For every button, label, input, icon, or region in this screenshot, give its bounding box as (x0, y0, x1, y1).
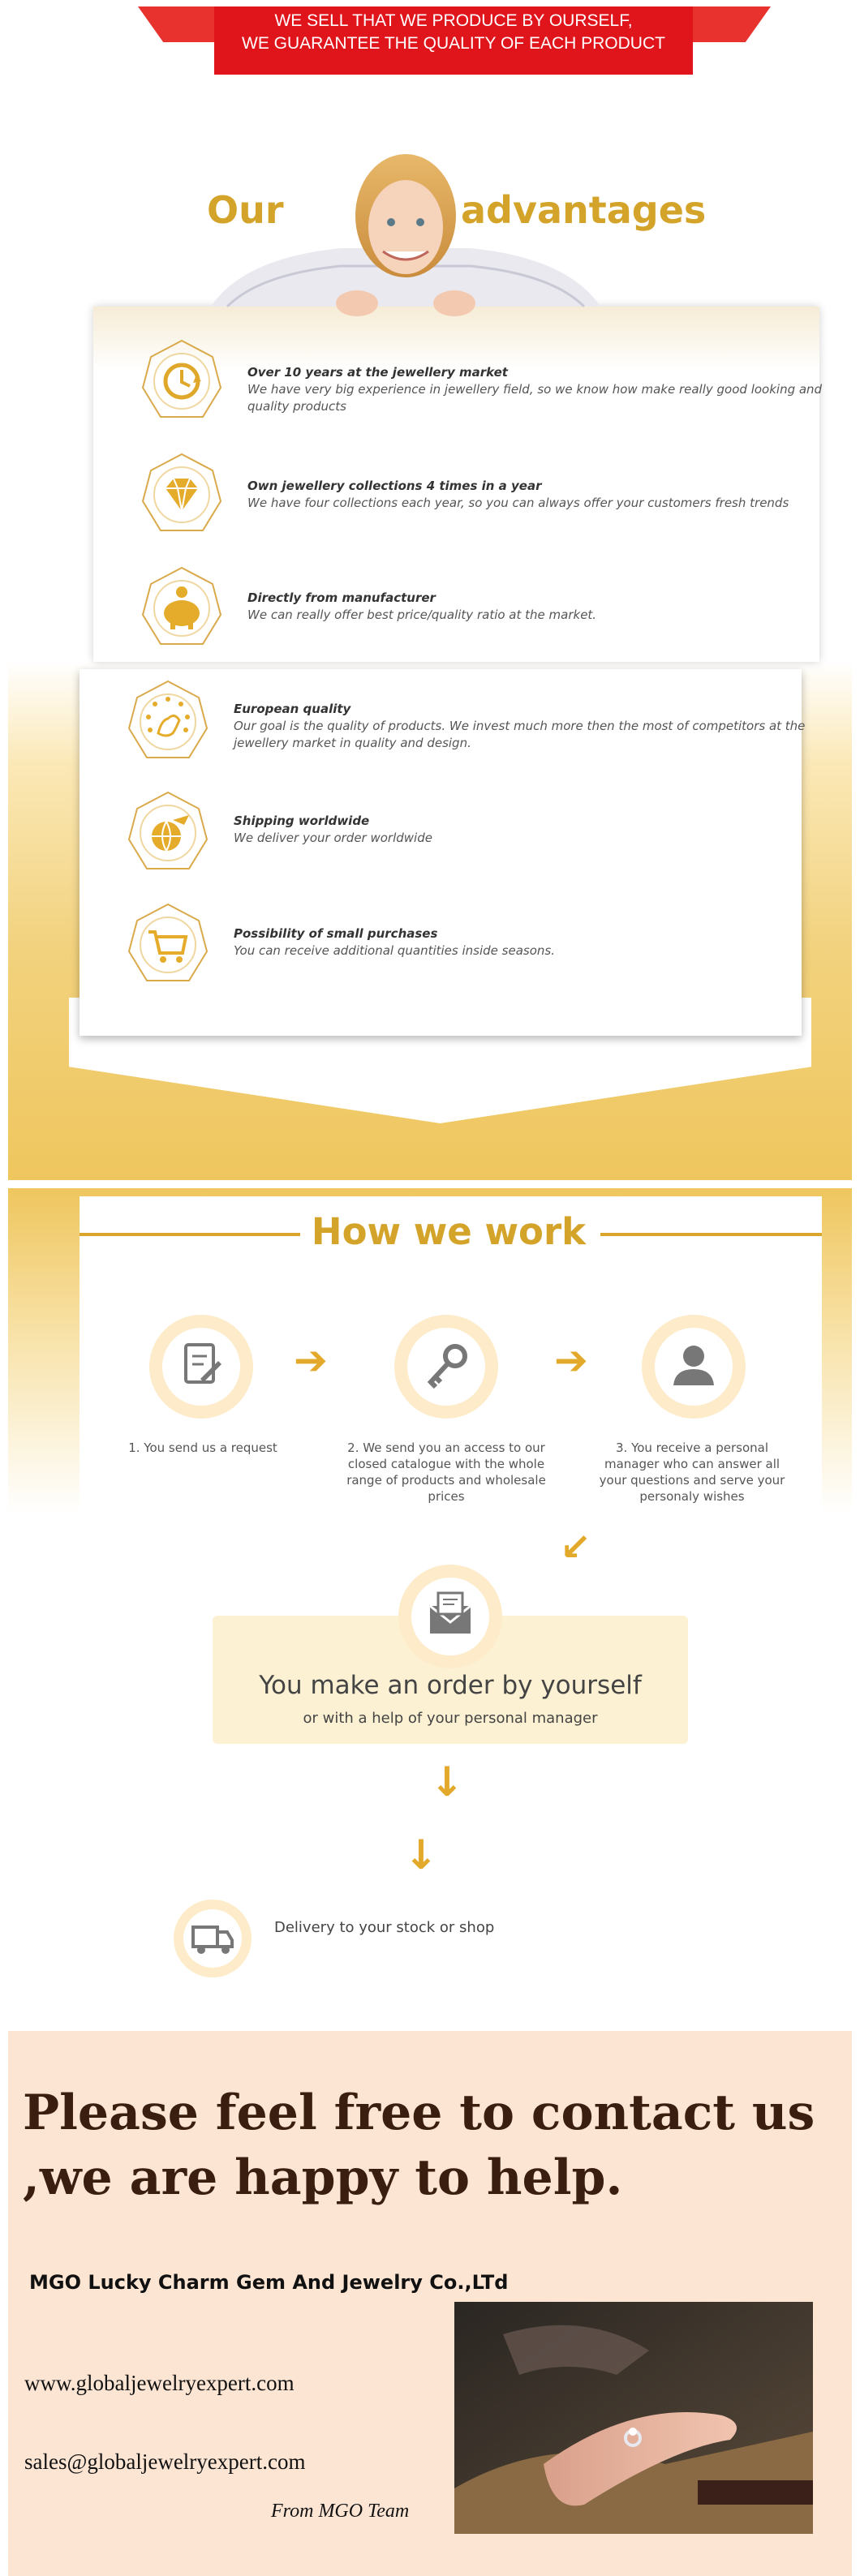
advantage-text-2 (247, 479, 860, 512)
advantage-desc: We have four collections each year, so you can always offer your customers fresh trends (247, 496, 789, 510)
advantages-title-left: Our (207, 188, 284, 232)
email-link[interactable]: sales@globaljewelryexpert.com (24, 2449, 306, 2474)
arrow-right-icon: ➔ (294, 1337, 328, 1384)
delivery-truck-icon (172, 1898, 253, 1979)
advantage-title: Shipping worldwide (234, 814, 370, 828)
eu-map-icon (126, 680, 210, 764)
request-form-icon (148, 1314, 254, 1419)
order-title: You make an order by yourself (259, 1671, 642, 1700)
website-link[interactable]: www.globaljewelryexpert.com (24, 2371, 295, 2395)
key-icon (393, 1314, 499, 1419)
arrow-down-icon: ↓ (430, 1758, 464, 1805)
title-rule-right (600, 1233, 822, 1236)
advantage-text-5 (234, 814, 850, 847)
advantage-text-4 (234, 702, 850, 752)
advantage-title: European quality (234, 702, 351, 716)
envelope-icon (398, 1564, 503, 1669)
step-2-text: 2. We send you an access to our closed catalogue with the whole range of products and wholesale prices (346, 1440, 546, 1504)
advantage-desc: Our goal is the quality of products. We invest much more then the most of competitors at the jewellery market in quality and design. (234, 719, 806, 750)
order-subtitle: or with a help of your personal manager (303, 1710, 598, 1727)
advantage-title: Directly from manufacturer (247, 590, 436, 605)
advantage-text-1 (247, 365, 860, 415)
clock-arrow-icon (140, 339, 224, 423)
arrow-right-icon: ➔ (554, 1337, 588, 1384)
step-3-text: 3. You receive a personal manager who can answer all your questions and serve your personaly wishes (599, 1440, 785, 1504)
advantage-title: Own jewellery collections 4 times in a year (247, 479, 542, 493)
company-name: MGO Lucky Charm Gem And Jewelry Co.,LTd (29, 2271, 509, 2294)
arrow-down-icon: ↓ (404, 1831, 438, 1878)
advantage-desc: We have very big experience in jewellery field, so we know how make really good looking and quality products (247, 382, 823, 414)
globe-plane-icon (126, 791, 210, 875)
advantage-desc: You can receive additional quantities inside seasons. (234, 943, 555, 958)
advantage-item-6 (126, 903, 210, 990)
advantage-item-4 (126, 680, 210, 767)
step-1-text: 1. You send us a request (128, 1440, 277, 1455)
diamond-icon (140, 453, 224, 537)
arrow-down-left-icon: ↙ (560, 1525, 591, 1569)
hand-ring-photo (454, 2302, 813, 2534)
person-icon (641, 1314, 746, 1419)
advantage-item-5 (126, 791, 210, 878)
how-we-work-title: How we work (311, 1210, 587, 1253)
shopping-cart-icon (126, 903, 210, 987)
advantage-item-1 (140, 339, 224, 427)
advantages-title-right: advantages (461, 188, 707, 232)
advantage-title: Over 10 years at the jewellery market (247, 365, 508, 380)
advantage-desc: We deliver your order worldwide (234, 831, 432, 845)
delivery-text: Delivery to your stock or shop (274, 1919, 495, 1936)
title-rule-left (80, 1233, 300, 1236)
advantage-text-3 (247, 590, 860, 624)
advantage-title: Possibility of small purchases (234, 926, 438, 941)
banner-line-2: WE GUARANTEE THE QUALITY OF EACH PRODUCT (242, 34, 665, 53)
advantage-item-2 (140, 453, 224, 540)
contact-heading: Please feel free to contact us ,we are happy to help. (23, 2084, 815, 2206)
advantage-text-6 (234, 926, 850, 960)
banner-line-1: WE SELL THAT WE PRODUCE BY OURSELF, (274, 11, 633, 30)
advantage-item-3 (140, 566, 224, 654)
top-banner (214, 6, 693, 75)
piggy-bank-icon (140, 566, 224, 650)
woman-holding-board-image (195, 152, 617, 323)
advantage-desc: We can really offer best price/quality ratio at the market. (247, 608, 597, 622)
signature: From MGO Team (271, 2501, 410, 2522)
